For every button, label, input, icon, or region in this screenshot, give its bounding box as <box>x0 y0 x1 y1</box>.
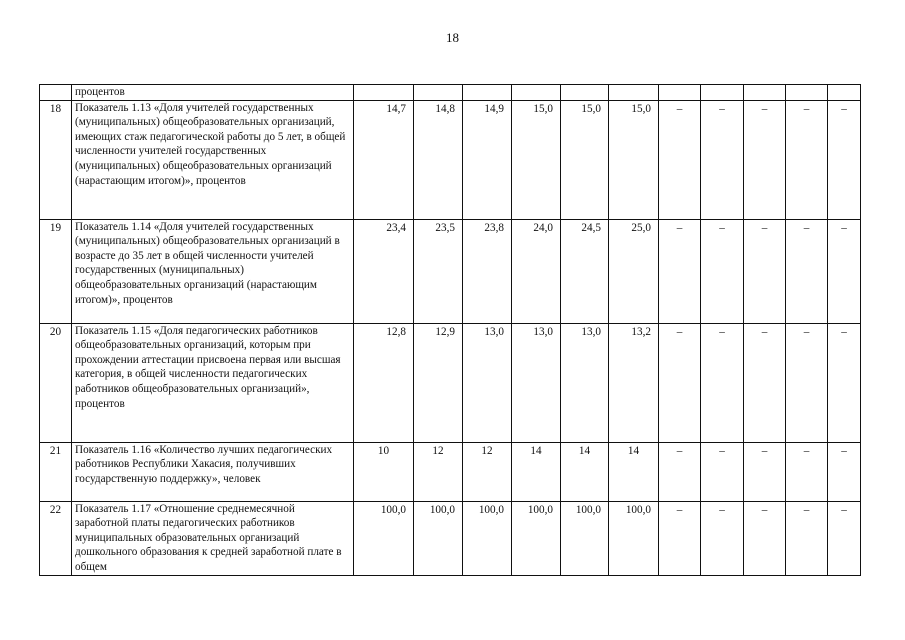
dash-cell: – <box>828 219 861 323</box>
value-cell <box>609 85 659 101</box>
indicator-description: Показатель 1.16 «Количество лучших педагогических работников Республики Хакасия, получивших государственную поддержку», человек <box>72 442 354 501</box>
dash-cell <box>659 85 701 101</box>
value-cell: 14,8 <box>414 100 463 219</box>
value-cell <box>463 85 512 101</box>
value-cell: 15,0 <box>512 100 561 219</box>
dash-cell: – <box>701 219 744 323</box>
dash-cell: – <box>828 100 861 219</box>
dash-cell: – <box>701 323 744 442</box>
dash-cell: – <box>744 219 786 323</box>
value-cell: 14 <box>561 442 609 501</box>
dash-cell: – <box>701 442 744 501</box>
table-row <box>40 323 861 442</box>
row-number-cell <box>40 85 72 101</box>
dash-cell: – <box>828 323 861 442</box>
value-cell: 23,8 <box>463 219 512 323</box>
value-cell: 14,7 <box>354 100 414 219</box>
dash-cell <box>744 85 786 101</box>
dash-cell: – <box>786 442 828 501</box>
table-row <box>40 100 861 219</box>
value-cell: 14,9 <box>463 100 512 219</box>
value-cell: 14 <box>512 442 561 501</box>
dash-cell: – <box>786 501 828 575</box>
table-row <box>40 501 861 575</box>
value-cell <box>561 85 609 101</box>
value-cell: 13,2 <box>609 323 659 442</box>
page-number: 18 <box>446 30 459 45</box>
value-cell: 23,5 <box>414 219 463 323</box>
row-number-cell: 18 <box>40 100 72 219</box>
value-cell: 12 <box>414 442 463 501</box>
dash-cell: – <box>828 501 861 575</box>
dash-cell: – <box>786 100 828 219</box>
value-cell: 10 <box>354 442 414 501</box>
value-cell: 15,0 <box>609 100 659 219</box>
value-cell: 12 <box>463 442 512 501</box>
value-cell: 100,0 <box>609 501 659 575</box>
value-cell: 100,0 <box>561 501 609 575</box>
dash-cell: – <box>659 323 701 442</box>
indicator-description: Показатель 1.14 «Доля учителей государственных (муниципальных) общеобразовательных организаций в возрасте до 35 лет в общей численности учителей государственных (муниципальных) общеобразовательных организаций (нарастающим итогом)», процентов <box>72 219 354 323</box>
indicator-description: Показатель 1.15 «Доля педагогических работников общеобразовательных организаций, которым при прохождении аттестации присвоена первая или высшая категория, в общей численности педагогических работников общеобразовательных организаций», процентов <box>72 323 354 442</box>
value-cell: 13,0 <box>561 323 609 442</box>
dash-cell: – <box>701 501 744 575</box>
value-cell: 100,0 <box>354 501 414 575</box>
dash-cell: – <box>786 219 828 323</box>
value-cell: 100,0 <box>414 501 463 575</box>
dash-cell: – <box>744 501 786 575</box>
table-row <box>40 442 861 501</box>
value-cell: 24,0 <box>512 219 561 323</box>
indicator-description: процентов <box>72 85 354 101</box>
value-cell <box>414 85 463 101</box>
dash-cell: – <box>659 501 701 575</box>
value-cell: 13,0 <box>463 323 512 442</box>
row-number-cell: 21 <box>40 442 72 501</box>
table-row <box>40 219 861 323</box>
dash-cell: – <box>744 442 786 501</box>
dash-cell: – <box>701 100 744 219</box>
dash-cell: – <box>744 323 786 442</box>
value-cell: 25,0 <box>609 219 659 323</box>
dash-cell: – <box>828 442 861 501</box>
dash-cell: – <box>659 100 701 219</box>
dash-cell <box>828 85 861 101</box>
value-cell: 23,4 <box>354 219 414 323</box>
value-cell: 100,0 <box>463 501 512 575</box>
value-cell: 14 <box>609 442 659 501</box>
value-cell: 13,0 <box>512 323 561 442</box>
indicator-description: Показатель 1.17 «Отношение среднемесячной заработной платы педагогических работников муниципальных образовательных организаций дошкольного образования к средней заработной плате в общем <box>72 501 354 575</box>
row-number-cell: 22 <box>40 501 72 575</box>
dash-cell: – <box>786 323 828 442</box>
value-cell: 100,0 <box>512 501 561 575</box>
value-cell: 24,5 <box>561 219 609 323</box>
indicators-table <box>39 84 861 576</box>
value-cell: 12,8 <box>354 323 414 442</box>
dash-cell: – <box>659 442 701 501</box>
value-cell <box>354 85 414 101</box>
dash-cell: – <box>744 100 786 219</box>
row-number-cell: 20 <box>40 323 72 442</box>
row-number-cell: 19 <box>40 219 72 323</box>
value-cell: 15,0 <box>561 100 609 219</box>
table-row-continued <box>40 85 861 101</box>
indicator-description: Показатель 1.13 «Доля учителей государственных (муниципальных) общеобразовательных организаций, имеющих стаж педагогической работы до 5 лет, в общей численности учителей государственных (муниципальных) общеобразовательных организаций (нарастающим итогом)», процентов <box>72 100 354 219</box>
dash-cell <box>786 85 828 101</box>
dash-cell <box>701 85 744 101</box>
dash-cell: – <box>659 219 701 323</box>
value-cell: 12,9 <box>414 323 463 442</box>
value-cell <box>512 85 561 101</box>
